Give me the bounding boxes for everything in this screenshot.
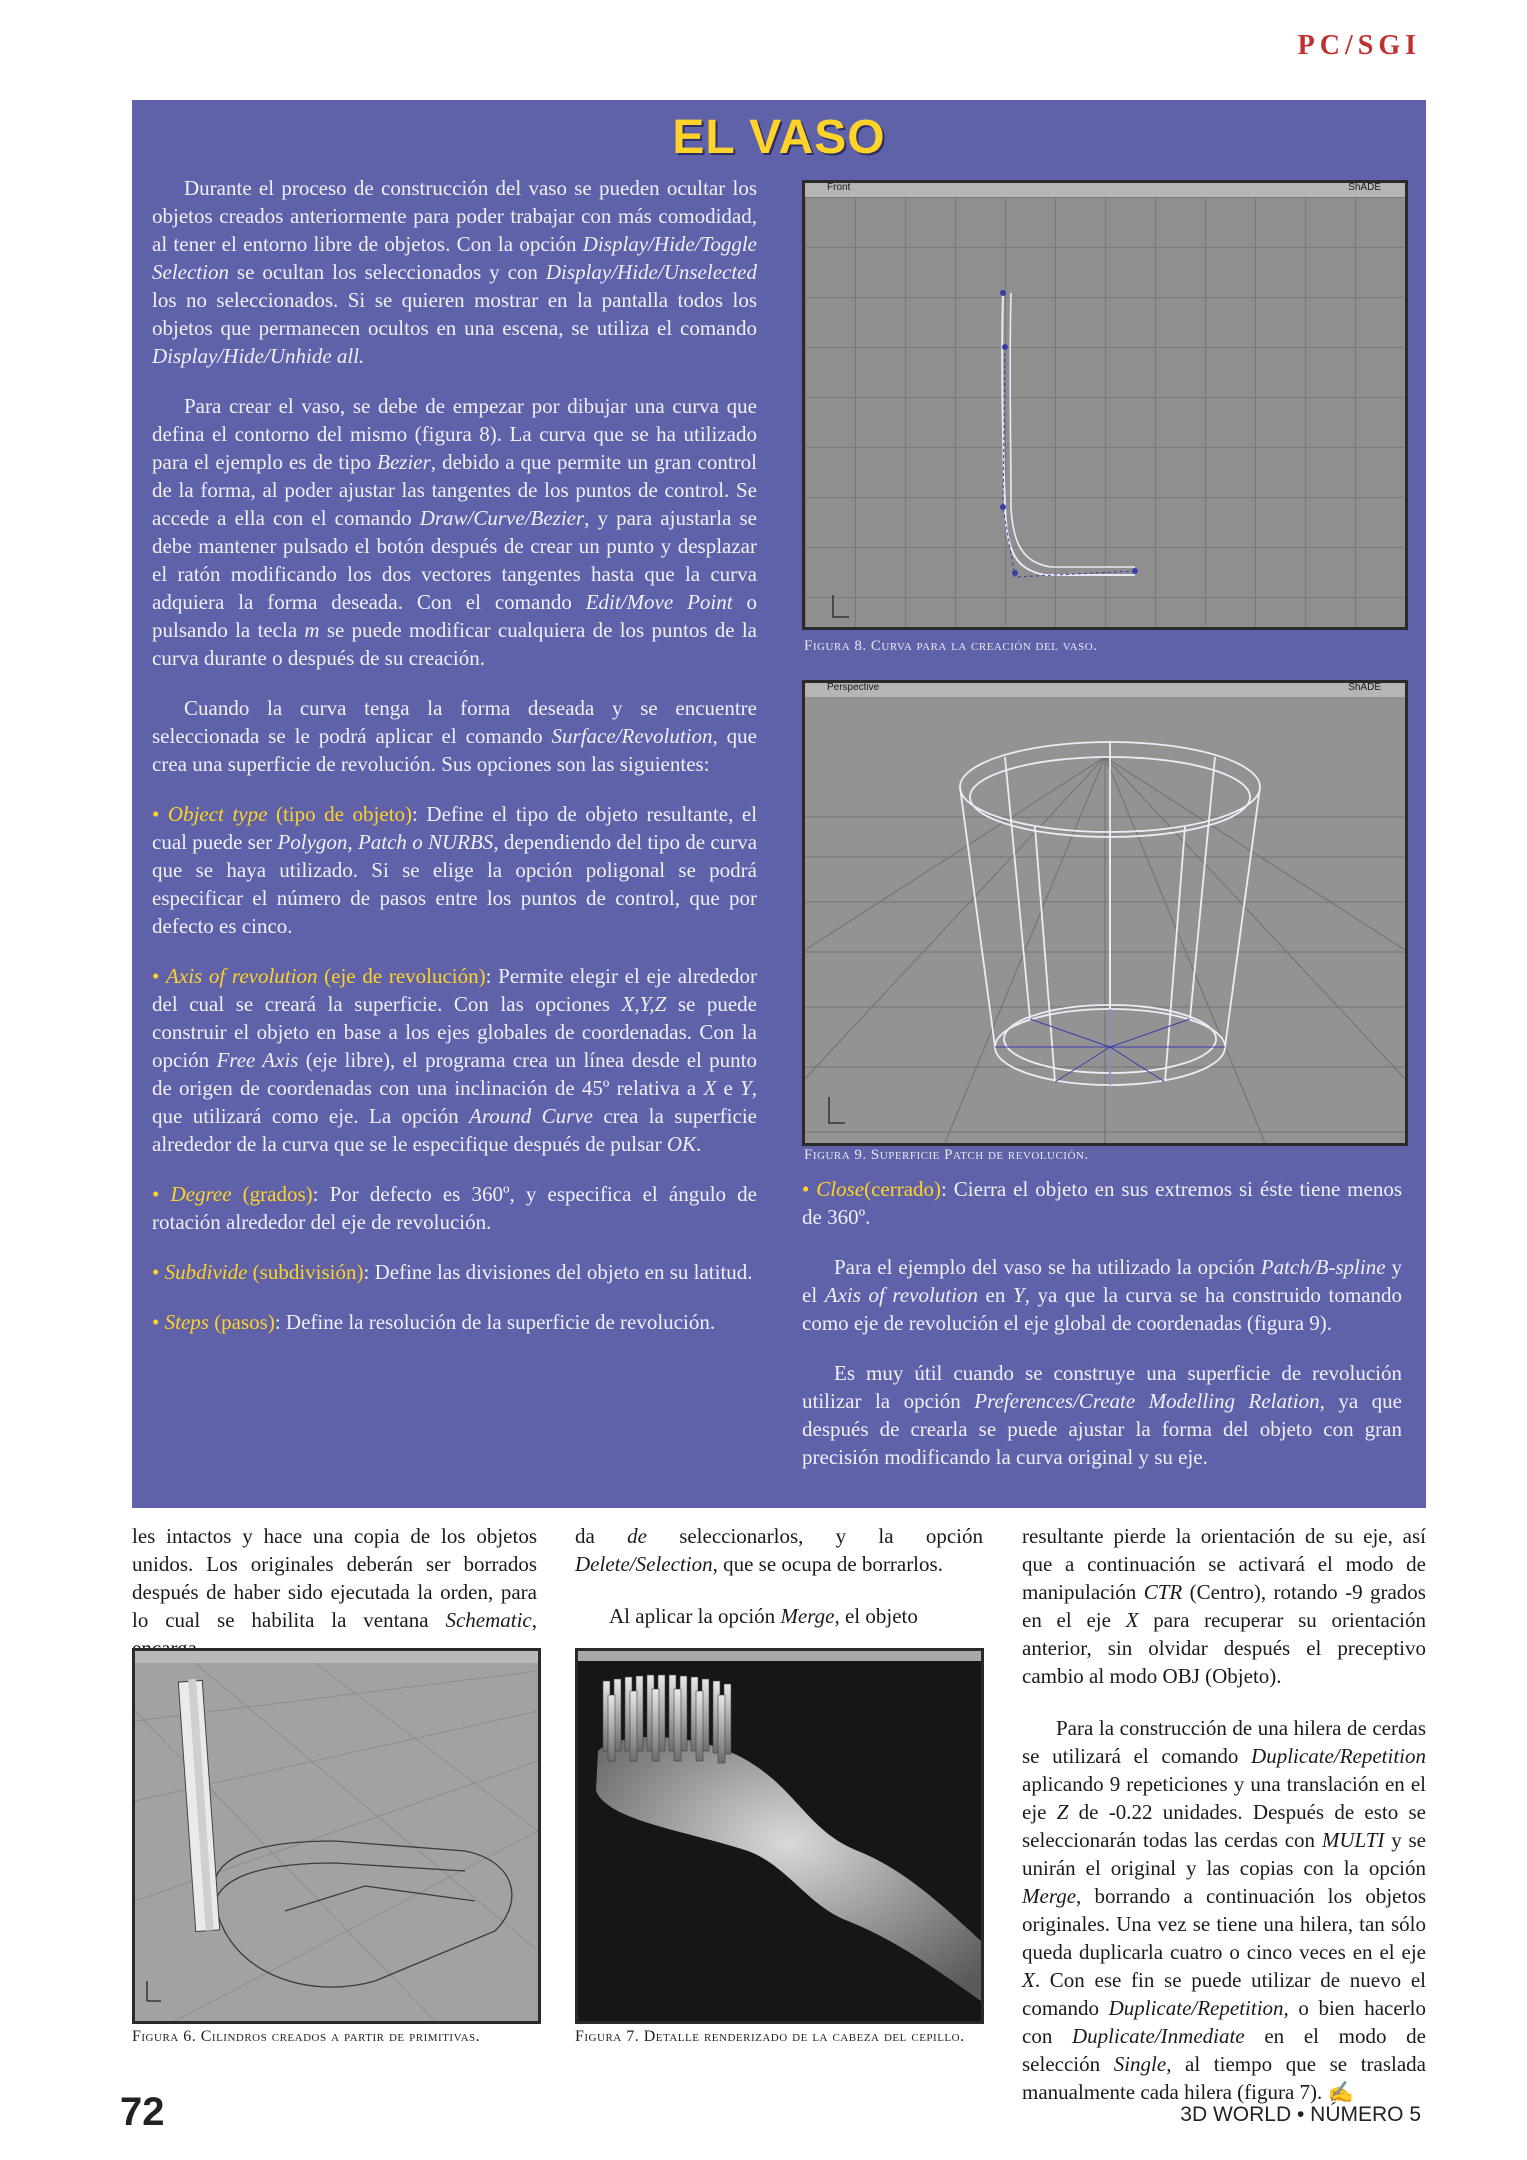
text-run: , o bien hacerlo con [1022,1996,1426,2048]
text-run: Durante el proceso de construcción del vaso se pueden ocultar los objetos creados anteriormente para poder trabajar con más comodidad, al tener el entorno libre de objetos. Con la opción [152,176,757,256]
italic-run: Display/Hide/Unselected [545,260,757,284]
text-run: crea la superficie alrededor de la curva que se le especifique después de pulsar [152,1104,757,1156]
italic-run: Display/Hide/Toggle Selection [152,232,757,284]
text-run: Para la construcción de una hilera de cerdas se utilizará el comando [1022,1716,1426,1768]
paragraph [152,392,757,672]
bullet-icon: • [152,1310,165,1334]
bullet-icon: • [152,964,167,988]
text-run: se puede modificar cualquiera de los puntos de la curva durante o después de su creación. [152,618,757,670]
italic-run: Y [1012,1283,1025,1307]
paragraph [152,694,757,778]
bullet-term: Axis of revolution [166,964,318,988]
text-run: . [696,1132,702,1156]
figure-7-drawing [578,1651,981,2021]
figure-8-tab-right: ShADE [1348,182,1381,193]
box-title: EL VASO [672,111,886,164]
text-run: . Con ese fin se puede utilizar de nuevo el comando [1022,1968,1426,2020]
bullet-term: Subdivide [164,1260,248,1284]
text-run: para recuperar su orientación anterior, sin olvidar después el preceptivo cambio al modo OBJ (Objeto). [1022,1608,1427,1688]
text-run: : Define las divisiones del objeto en su latitud. [363,1260,753,1284]
bullet-term-translation: (cerrado) [864,1177,942,1201]
italic-run: Single [1113,2052,1167,2076]
italic-run: Delete/Selection [575,1552,713,1576]
text-run: (Centro), rotando -9 grados en el eje [1022,1580,1426,1632]
bullet-icon: • [152,1260,165,1284]
italic-run: X [1125,1608,1139,1632]
text-run: , dependiendo del tipo de curva que se haya utilizado. Si se elige la opción poligonal se podrá especificar el número de pasos entre los puntos de control, que por defecto es cinco. [152,830,758,938]
figure-9-tab: Perspective [827,682,880,693]
text-run: los no seleccionados. Si se quieren mostrar en la pantalla todos los objetos que permanecen ocultos en una escena, se utiliza el comando [152,288,757,340]
text-run: les intactos y hace una copia de los objetos unidos. Los originales deberán ser borrados después de haber sido ejecutada la orden, para lo cual se habilita la ventana [132,1524,537,1632]
text-run: aplicando 9 repeticiones y una translación en el eje [1022,1772,1426,1824]
text-run: da [575,1524,628,1548]
section-header: PC/SGI [1297,30,1421,61]
text-run: Cuando la curva tenga la forma deseada y se encuentre seleccionada se le podrá aplicar el comando [152,696,757,748]
italic-run: de [627,1524,647,1548]
bullet-item [802,1175,1402,1231]
bullet-term: Steps [164,1310,209,1334]
italic-run: X,Y,Z [621,992,667,1016]
italic-run: Schematic [445,1608,532,1632]
sidebar-box [132,100,1426,1508]
figure-9-tab-right: ShADE [1348,682,1381,693]
text-run: en [977,1283,1013,1307]
paragraph [802,1359,1402,1471]
italic-run: Merge [780,1604,835,1628]
paragraph [152,174,757,370]
figure-6-drawing [135,1651,538,2021]
bullet-term-translation: (pasos) [208,1310,275,1334]
italic-run: m [304,618,320,642]
figure-6-caption: Figura 6. Cilindros creados a partir de primitivas. [132,2028,481,2045]
text-run: de -0.22 unidades. Después de esto se seleccionarán todas las cerdas con [1022,1800,1426,1852]
column-3-text [1022,1522,1426,2130]
italic-run: Polygon, Patch o NURBS [277,830,494,854]
close-bullet [802,1175,1402,1231]
bullet-icon: • [152,802,168,826]
text-run: , [531,1608,537,1632]
bullet-item [152,962,757,1158]
text-run: , que utilizará como eje. La opción [152,1076,758,1128]
text-run: , debido a que permite un gran control de la forma, al poder ajustar las tangentes de los puntos de control. Se accede a ella con el comando [152,450,757,530]
box-paragraphs [152,174,757,778]
italic-run: Draw/Curve/Bezier [419,506,585,530]
italic-run: X [1022,1968,1035,1992]
text-run: y el [802,1255,1402,1307]
italic-run: Z [1056,1800,1069,1824]
bullet-term-translation: (tipo de objeto) [267,802,413,826]
bullet-item [152,800,757,940]
paragraph [802,1253,1402,1337]
text-run: : Define el tipo de objeto resultante, el cual puede ser [152,802,758,854]
magazine-footer: 3D WORLD • NÚMERO 5 [1180,2103,1421,2126]
figure-7-caption: Figura 7. Detalle renderizado de la cabeza del cepillo. [575,2028,965,2045]
italic-run: X [703,1076,717,1100]
bullet-item [152,1180,757,1236]
figure-8-caption: Figura 8. Curva para la creación del vaso. [804,638,1098,654]
box-right-column [802,1175,1402,1493]
text-run: (eje libre), el programa crea un línea desde el punto de origen de coordenadas con una inclinación de 45º relativa a [152,1048,758,1100]
paragraph [1022,1522,1426,1690]
figure-6-image [132,1648,541,2024]
bullet-icon: • [152,1182,171,1206]
italic-run: OK [666,1132,697,1156]
bullet-item [152,1258,757,1286]
text-run: , que crea una superficie de revolución. Sus opciones son las siguientes: [152,724,758,776]
italic-run: Y [740,1076,752,1100]
text-run: resultante pierde la orientación de su eje, así que a continuación se activará el modo de manipulación [1022,1524,1426,1604]
text-run: se ocultan los seleccionados y con [228,260,546,284]
text-run: : Cierra el objeto en sus extremos si éste tiene menos de 360º. [802,1177,1402,1229]
italic-run: Around Curve [469,1104,593,1128]
text-run: e [716,1076,741,1100]
italic-run: Duplicate/Inmediate [1072,2024,1245,2048]
bullet-term: Close [816,1177,865,1201]
text-run: , y para ajustarla se debe mantener pulsado el botón después de crear un punto y desplazar el ratón modificando los dos vectores tangentes hasta que la curva adquiera la forma deseada. Con el comando [152,506,758,614]
figure-8-image [802,180,1408,630]
italic-run: MULTI [1321,1828,1385,1852]
italic-run: Axis of revolution [824,1283,978,1307]
text-run: : Define la resolución de la superficie de revolución. [274,1310,716,1334]
paragraph [132,1522,537,1662]
italic-run: Bezier [377,450,431,474]
text-run: Es muy útil cuando se construye una superficie de revolución utilizar la opción [802,1361,1402,1413]
text-run: y se unirán el original y las copias con la opción [1022,1828,1426,1880]
box-left-column [152,174,757,1358]
text-run: , ya que la curva se ha construido tomando como eje de revolución el eje global de coordenadas (figura 9). [802,1283,1403,1335]
bullet-term: Object type [167,802,268,826]
text-run: : Por defecto es 360º, y especifica el ángulo de rotación alrededor del eje de revolución. [152,1182,757,1234]
text-run: Al aplicar la opción [609,1604,781,1628]
text-run: , ya que después de crearla se puede ajustar la forma del objeto con gran precisión modificando la curva original y su eje. [802,1389,1402,1469]
italic-run: Edit/Move Point [585,590,733,614]
text-run: en el modo de selección [1022,2024,1426,2076]
paragraph [575,1602,983,1630]
figure-9-image [802,680,1408,1146]
italic-run: Duplicate/Repetition [1108,1996,1284,2020]
text-run: : Permite elegir el eje alrededor del cual se creará la superficie. Con las opciones [152,964,757,1016]
box-bullets [152,800,757,1336]
italic-run: Surface/Revolution [551,724,713,748]
italic-run: Preferences/Create Modelling Relation [974,1389,1320,1413]
paragraph [1022,1714,1426,2106]
bullet-term-translation: (subdivisión) [247,1260,364,1284]
text-run: seleccionarlos, y la opción [646,1524,983,1548]
box-right-paragraphs [802,1253,1402,1471]
figure-9-caption: Figura 9. Superficie Patch de revolución. [804,1147,1089,1163]
column-2-text [575,1522,983,1654]
text-run: Para el ejemplo del vaso se ha utilizado la opción [834,1255,1261,1279]
italic-run: Duplicate/Repetition [1251,1744,1426,1768]
bullet-icon: • [802,1177,817,1201]
bullet-item [152,1308,757,1336]
text-run: , borrando a continuación los objetos originales. Una vez se tiene una hilera, tan sólo queda duplicarla cuatro o cinco veces en el eje [1022,1884,1426,1964]
text-run: Para crear el vaso, se debe de empezar por dibujar una curva que defina el contorno del mismo (figura 8). La curva que se ha utilizado para el ejemplo es de tipo [152,394,757,474]
text-run: , al tiempo que se traslada manualmente cada hilera (figura 7). ✍ [1022,2052,1427,2104]
figure-8-tab: Front [827,182,851,193]
italic-run: Patch/B-spline [1260,1255,1386,1279]
figure-9-drawing [805,697,1405,1143]
paragraph [575,1522,983,1578]
italic-run: Merge [1022,1884,1077,1908]
bullet-term-translation: (eje de revolución) [317,964,486,988]
figure-8-drawing [805,197,1405,627]
text-run: se puede construir el objeto en base a los ejes globales de coordenadas. Con la opción [152,992,757,1072]
bullet-term: Degree [170,1182,232,1206]
page-number: 72 [120,2090,165,2134]
italic-run: Free Axis [216,1048,299,1072]
text-run: , que se ocupa de borrarlos. [712,1552,943,1576]
bullet-term-translation: (grados) [231,1182,313,1206]
italic-run: CTR [1143,1580,1183,1604]
italic-run: Display/Hide/Unhide all. [152,344,365,368]
text-run: o pulsando la tecla [152,590,758,642]
text-run: , el objeto [834,1604,918,1628]
figure-7-image [575,1648,984,2024]
